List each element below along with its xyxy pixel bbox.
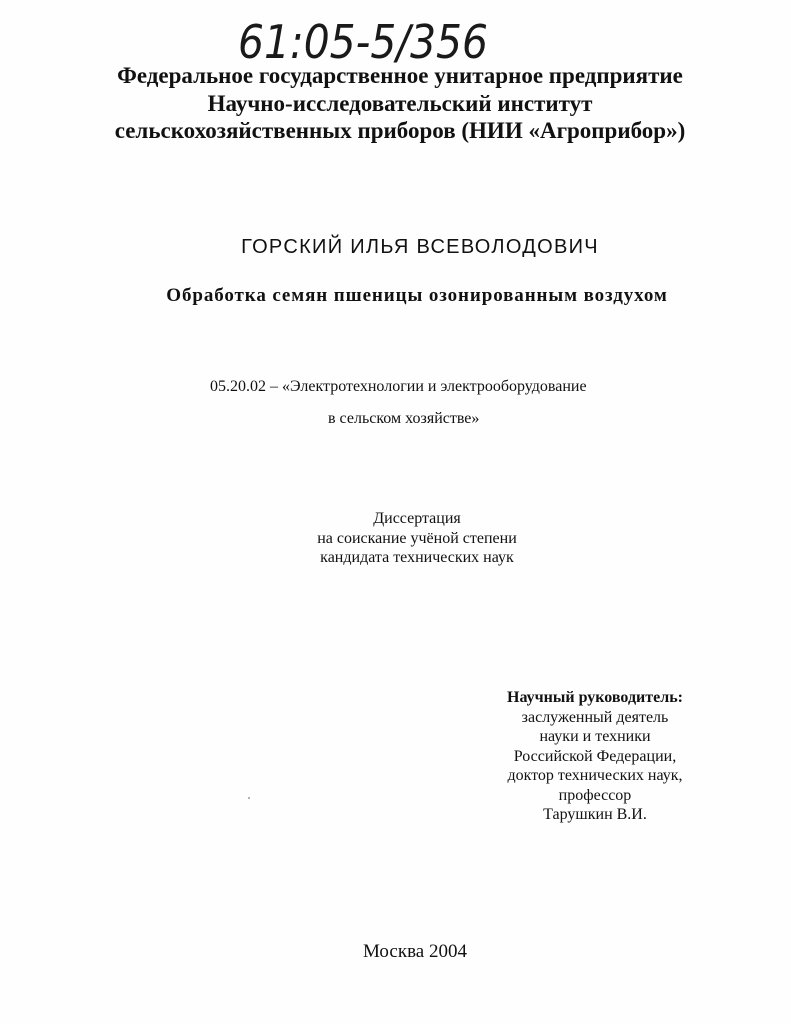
supervisor-line-3: Российской Федерации, xyxy=(513,747,677,765)
supervisor-name: Тарушкин В.И. xyxy=(543,806,647,823)
organization-line-3: сельскохозяйственных приборов (НИИ «Агроприбор») xyxy=(114,118,686,143)
dissertation-title: Обработка семян пшеницы озонированным воздухом xyxy=(166,285,668,306)
scientific-supervisor xyxy=(470,688,720,825)
supervisor-line-2: науки и техники xyxy=(539,728,651,745)
supervisor-line-1: заслуженный деятель xyxy=(521,708,669,726)
handwritten-catalog-number xyxy=(234,8,492,70)
author-name: ГОРСКИЙ ИЛЬЯ ВСЕВОЛОДОВИЧ xyxy=(241,236,599,258)
organization-line-1: Федеральное государственное унитарное предприятие xyxy=(117,63,683,88)
supervisor-heading: Научный руководитель: xyxy=(507,689,683,706)
supervisor-line-5: профессор xyxy=(558,786,632,804)
handwritten-catalog-number-text: 61:05-5/356 xyxy=(238,15,488,69)
organization-line-2: Научно-исследовательский институт xyxy=(207,90,593,116)
specialty-line-1: 05.20.02 – «Электротехнологии и электрооборудование xyxy=(210,378,587,395)
dissertation-type xyxy=(0,509,791,568)
specialty-line-2: в сельском хозяйстве» xyxy=(328,410,480,427)
handwritten-catalog-number-svg xyxy=(234,8,492,70)
dissertation-type-line-3: кандидата технических наук xyxy=(320,549,514,566)
dissertation-type-line-1: Диссертация xyxy=(373,510,461,527)
dissertation-type-line-2: на соискание учёной степени xyxy=(317,529,517,547)
city-year: Москва 2004 xyxy=(363,941,467,962)
organization-header xyxy=(60,62,740,145)
supervisor-line-4: доктор технических наук, xyxy=(507,767,683,784)
scan-speck xyxy=(248,797,250,799)
